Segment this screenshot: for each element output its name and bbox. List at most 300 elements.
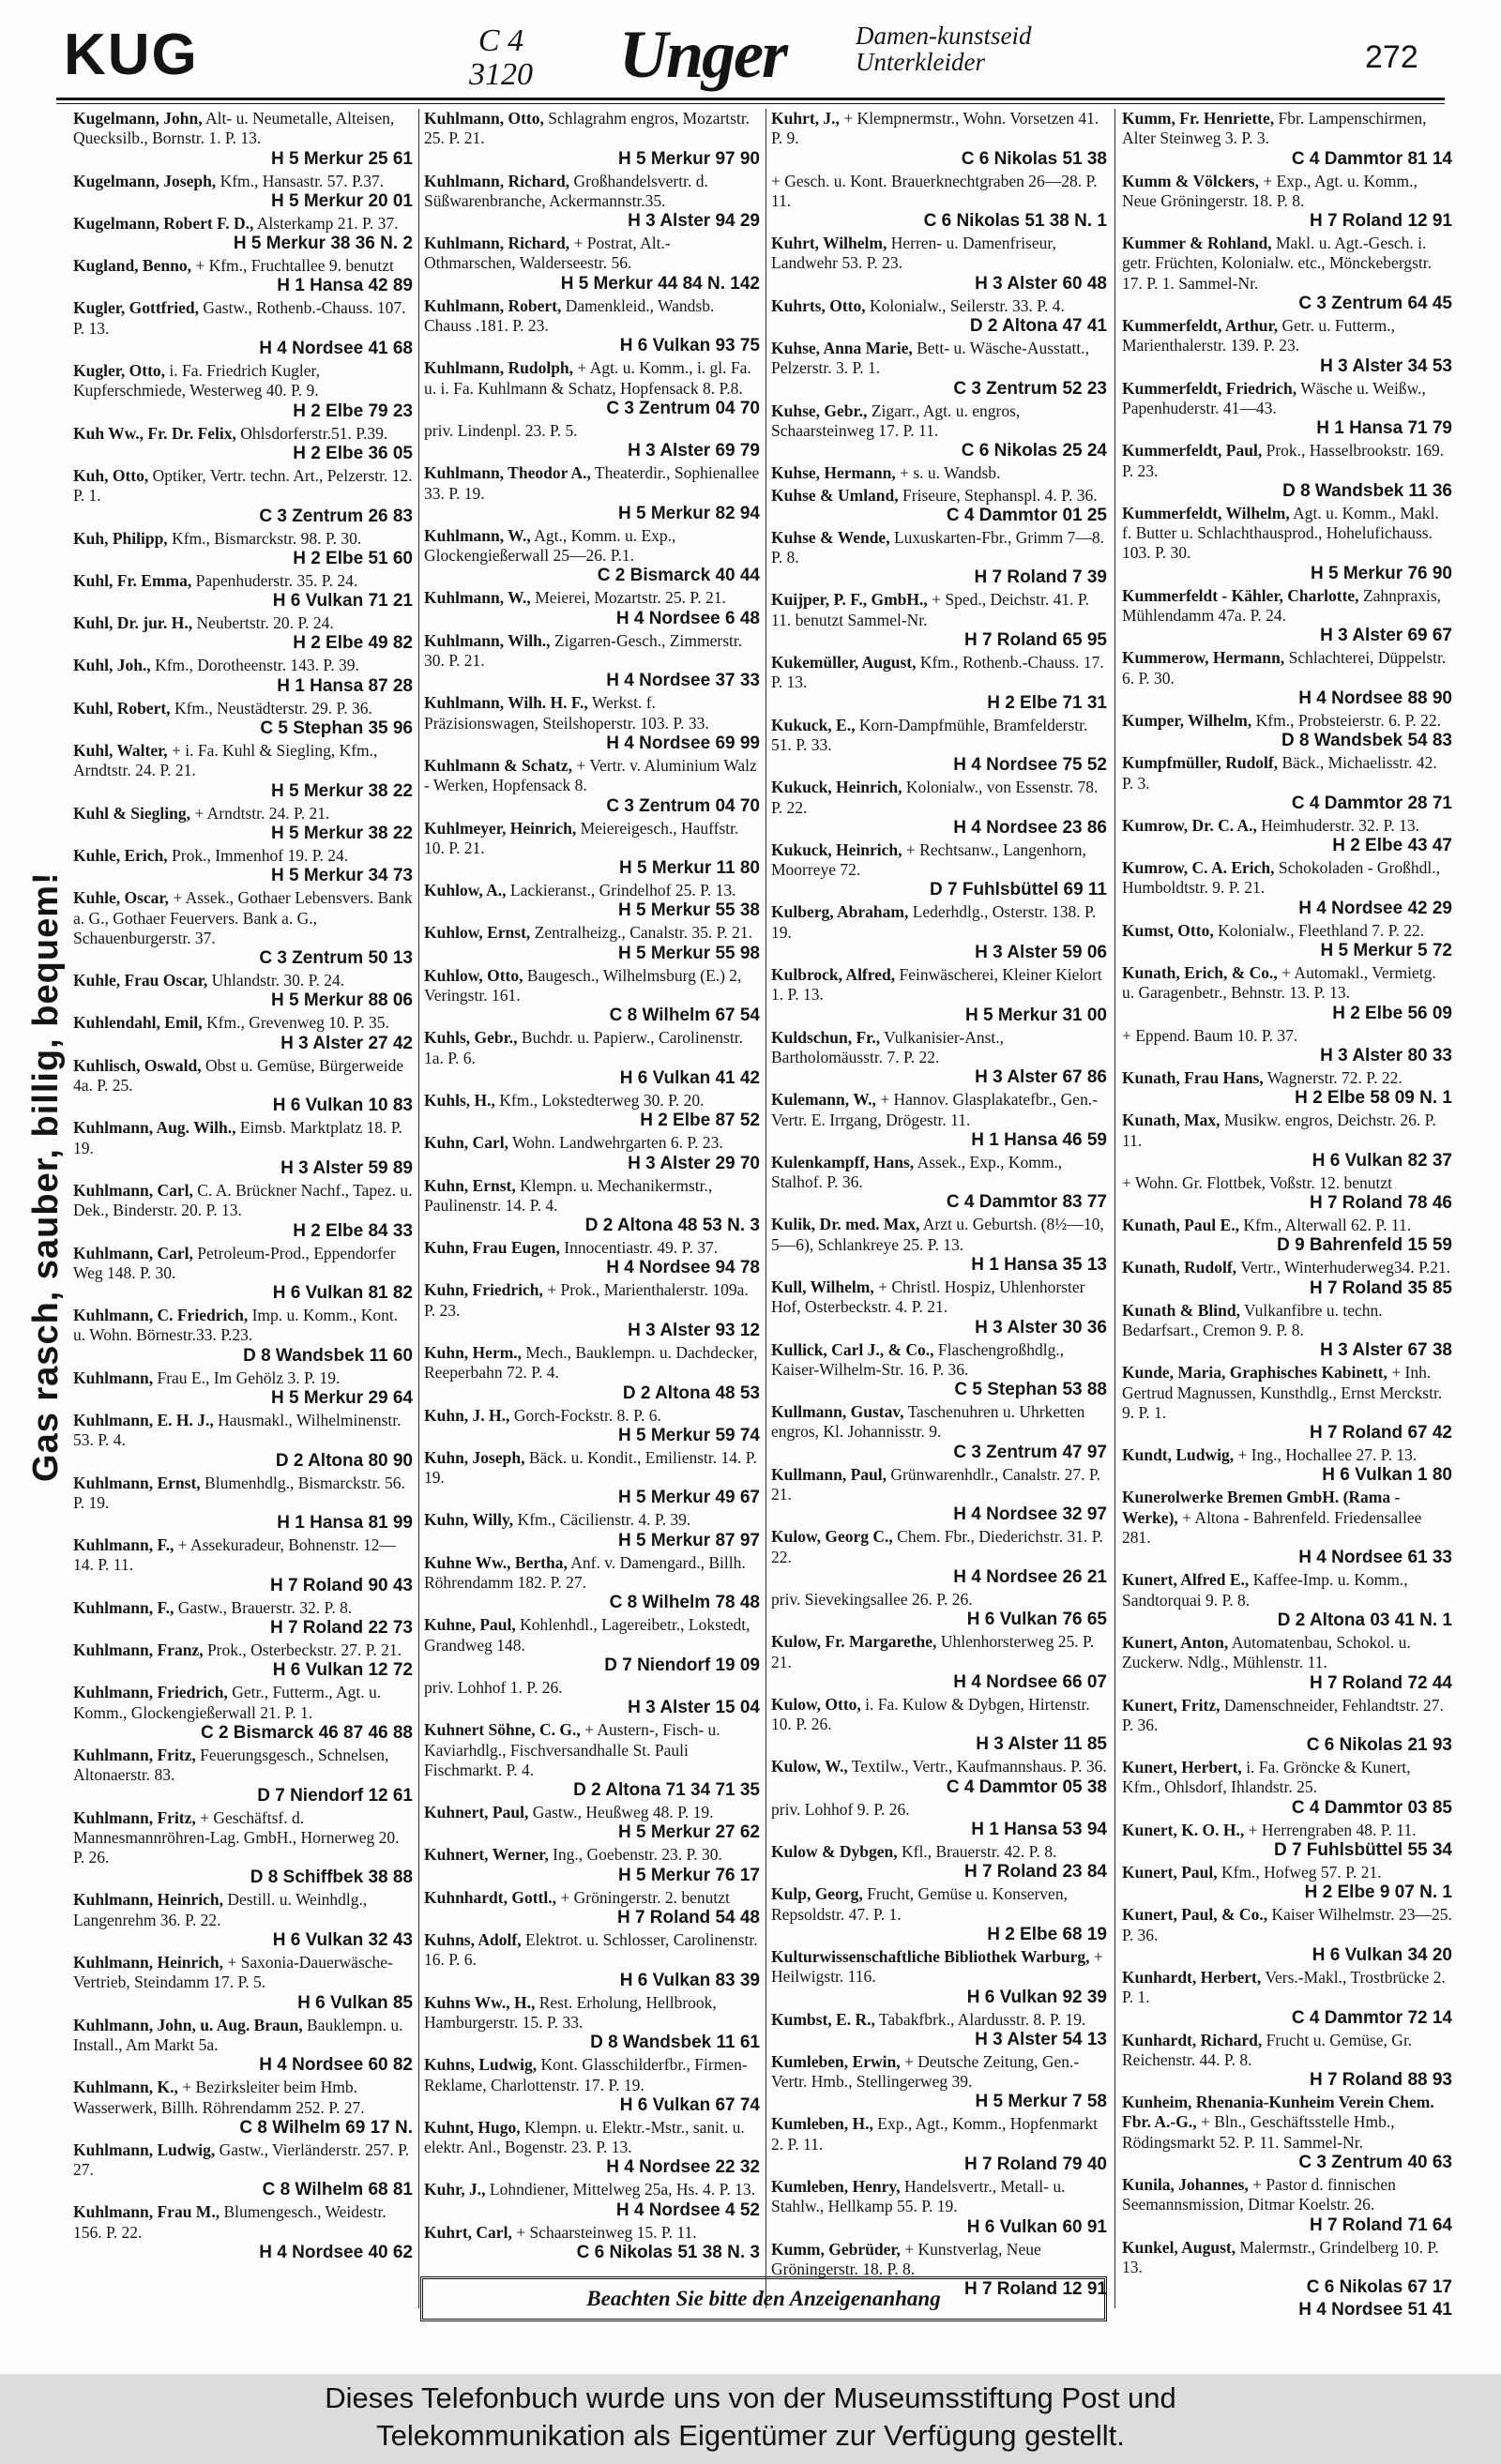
entry-details: Anf. v. Damengard., Billh. Röhrendamm 182. P. 27. bbox=[424, 1552, 746, 1593]
entry-name: Kuhlmann, Wilh., bbox=[424, 630, 551, 650]
entry-name: Kunheim, Rhenania-Kunheim Verein Chem. Fbr. A.-G., bbox=[1122, 2093, 1434, 2132]
entry-phone: H 1 Hansa 42 89 bbox=[277, 276, 413, 296]
directory-entry bbox=[771, 590, 1107, 651]
entry-details: Luxuskarten-Fbr., Grimm 7—8. P. 8. bbox=[771, 527, 1105, 567]
entry-name: Kuhlmann, E. H. J., bbox=[73, 1410, 214, 1429]
entry-phone: H 7 Roland 65 95 bbox=[963, 630, 1107, 651]
entry-phone: C 4 Dammtor 72 14 bbox=[1291, 2007, 1452, 2028]
directory-entry bbox=[424, 296, 760, 357]
entry-details: Uhlenhorsterweg 25. P. 21. bbox=[771, 1632, 1095, 1671]
directory-entry bbox=[73, 1056, 413, 1117]
entry-name: Kulow, Georg C., bbox=[771, 1527, 893, 1547]
entry-phone: H 5 Merkur 55 38 bbox=[617, 900, 760, 921]
entry-details: + Klempnermstr., Wohn. Vorsetzen 41. P. 9. bbox=[771, 109, 1099, 148]
directory-entry bbox=[73, 1181, 413, 1242]
entry-details: Bäck., Michaelisstr. 42. P. 3. bbox=[1122, 753, 1437, 793]
entry-phone: C 3 Zentrum 50 13 bbox=[259, 948, 413, 969]
entry-name: Kuhns, Adolf, bbox=[424, 1930, 522, 1950]
directory-entry bbox=[424, 1091, 760, 1131]
entry-phone: H 4 Nordsee 61 33 bbox=[1298, 1548, 1452, 1568]
entry-phone: H 2 Elbe 87 52 bbox=[640, 1111, 760, 1131]
entry-phone: C 3 Zentrum 26 83 bbox=[259, 506, 413, 526]
directory-entry bbox=[1122, 1173, 1452, 1214]
entry-phone: D 2 Altona 71 34 71 35 bbox=[573, 1780, 760, 1801]
directory-entry bbox=[73, 361, 413, 422]
directory-entry bbox=[1122, 1863, 1452, 1903]
directory-entry bbox=[1122, 1216, 1452, 1256]
directory-entry bbox=[73, 1244, 413, 1305]
directory-entry bbox=[424, 1448, 760, 1509]
directory-entry bbox=[1122, 1696, 1452, 1757]
entry-name: Kunert, Paul, & Co., bbox=[1122, 1905, 1268, 1925]
entry-details: Malermstr., Grindelberg 10. P. 13. bbox=[1122, 2237, 1439, 2276]
entry-name: Kummerfeldt, Friedrich, bbox=[1122, 378, 1297, 398]
entry-name: Kullmann, Paul, bbox=[771, 1464, 887, 1484]
entry-name: Kuhlmann, Fritz, bbox=[73, 1745, 196, 1764]
entry-details: + Altona - Bahrenfeld. Friedensallee 281. bbox=[1122, 1507, 1422, 1548]
entry-phone: H 7 Roland 35 85 bbox=[1309, 1277, 1452, 1298]
entry-details: + Herrengraben 48. P. 11. bbox=[1248, 1820, 1417, 1839]
entry-name: Kuhlmann, Frau M., bbox=[73, 2202, 220, 2222]
entry-name: Kunert, Herbert, bbox=[1122, 1758, 1242, 1777]
footer-line-1: Dieses Telefonbuch wurde uns von der Museumsstiftung Post und bbox=[325, 2381, 1176, 2414]
footer-line-2: Telekommunikation als Eigentümer zur Verfügung gestellt. bbox=[376, 2419, 1125, 2452]
directory-entry bbox=[73, 298, 413, 359]
entry-phone: C 6 Nikolas 51 38 N. 3 bbox=[576, 2243, 760, 2262]
entry-phone: C 3 Zentrum 40 63 bbox=[1298, 2153, 1452, 2172]
entry-phone: H 7 Roland 88 93 bbox=[1309, 2070, 1452, 2091]
entry-name: Kuhlmann, Robert, bbox=[424, 295, 562, 315]
entry-phone: H 6 Vulkan 1 80 bbox=[1322, 1465, 1452, 1486]
entry-details: Fbr. Lampenschirmen, Alter Steinweg 3. P. 3. bbox=[1122, 109, 1427, 148]
directory-entry bbox=[424, 1238, 760, 1278]
entry-phone: H 4 Nordsee 22 32 bbox=[606, 2157, 760, 2178]
entry-name: Kugler, Gottfried, bbox=[73, 298, 199, 318]
directory-entry bbox=[1122, 1758, 1452, 1819]
entry-name: Kukuck, Heinrich, bbox=[771, 778, 902, 797]
entry-name: Kuhle, Oscar, bbox=[73, 888, 169, 908]
entry-phone: C 6 Nikolas 51 38 bbox=[961, 148, 1107, 169]
directory-entry bbox=[424, 1028, 760, 1089]
entry-phone: H 6 Vulkan 41 42 bbox=[619, 1067, 760, 1088]
entry-details: Grünwarenhdlr., Canalstr. 27. P. 21. bbox=[771, 1464, 1100, 1504]
entry-details: Blumenhdlg., Bismarckstr. 56. P. 19. bbox=[73, 1473, 405, 1512]
directory-entry bbox=[424, 1406, 760, 1446]
entry-phone: H 5 Merkur 82 94 bbox=[617, 503, 760, 523]
directory-entry bbox=[1122, 753, 1452, 814]
entry-name: Kuhl, Joh., bbox=[73, 656, 151, 675]
entry-name: Kuhlmann, Wilh. H. F., bbox=[424, 693, 588, 713]
directory-entry bbox=[424, 923, 760, 963]
entry-phone: H 7 Roland 7 39 bbox=[974, 567, 1107, 588]
entry-name: Kummer & Rohland, bbox=[1122, 234, 1272, 253]
directory-entry bbox=[771, 2177, 1107, 2238]
directory-column-4 bbox=[1122, 109, 1452, 2320]
directory-entry bbox=[424, 1280, 760, 1341]
entry-phone: H 4 Nordsee 41 68 bbox=[259, 339, 413, 359]
directory-entry bbox=[1122, 1905, 1452, 1966]
entry-details: Eimsb. Marktplatz 18. P. 19. bbox=[73, 1118, 402, 1157]
directory-entry bbox=[771, 902, 1107, 963]
entry-details: + Christl. Hospiz, Uhlenhorster Hof, Osterbeckstr. 4. P. 21. bbox=[771, 1277, 1085, 1317]
directory-entry bbox=[424, 756, 760, 817]
entry-details: Kfm., Bismarckstr. 98. P. 30. bbox=[172, 528, 362, 548]
entry-details: i. Fa. Kulow & Dybgen, Hirtenstr. 10. P. 26. bbox=[771, 1694, 1090, 1734]
entry-details: priv. Lohhof 1. P. 26. bbox=[424, 1677, 563, 1697]
entry-name: Kullick, Carl J., & Co., bbox=[771, 1339, 934, 1359]
entry-details: Herren- u. Damenfriseur, Landwehr 53. P. 23. bbox=[771, 234, 1056, 273]
entry-phone: C 2 Bismarck 40 44 bbox=[597, 566, 760, 586]
entry-name: Kunath, Frau Hans, bbox=[1122, 1067, 1264, 1087]
directory-entry bbox=[771, 172, 1107, 233]
entry-name: Kumst, Otto, bbox=[1122, 920, 1214, 940]
directory-entry bbox=[73, 256, 413, 296]
directory-entry bbox=[73, 214, 413, 254]
directory-entry bbox=[73, 1953, 413, 2014]
entry-name: Kummerfeldt, Paul, bbox=[1122, 441, 1263, 461]
ad-code-top: C 4 bbox=[478, 23, 524, 58]
entry-phone: H 4 Nordsee 60 82 bbox=[259, 2055, 413, 2076]
entry-name: Kuhlmann, Richard, bbox=[424, 234, 570, 253]
directory-entry bbox=[424, 463, 760, 524]
directory-entry bbox=[424, 358, 760, 419]
directory-entry bbox=[1122, 1363, 1452, 1444]
entry-phone: D 8 Wandsbek 11 61 bbox=[590, 2033, 760, 2053]
entry-name: Kuhl, Robert, bbox=[73, 698, 171, 718]
directory-entry bbox=[424, 966, 760, 1027]
directory-entry bbox=[424, 1176, 760, 1237]
directory-entry bbox=[1122, 234, 1452, 314]
entry-details: priv. Lindenpl. 23. P. 5. bbox=[424, 420, 578, 440]
entry-phone: C 4 Dammtor 83 77 bbox=[946, 1192, 1107, 1213]
entry-details: + Eppend. Baum 10. P. 37. bbox=[1122, 1025, 1298, 1045]
directory-entry bbox=[771, 1215, 1107, 1276]
entry-details: + i. Fa. Kuhl & Siegling, Kfm., Arndtstr. 24. P. 21. bbox=[73, 741, 378, 780]
entry-name: Kugland, Benno, bbox=[73, 256, 191, 276]
entry-details: Petroleum-Prod., Eppendorfer Weg 148. P. 30. bbox=[73, 1243, 396, 1282]
entry-details: Prok., Osterbeckstr. 27. P. 21. bbox=[206, 1640, 402, 1660]
entry-name: Kugelmann, Robert F. D., bbox=[73, 213, 254, 233]
entry-details: + Pastor d. finnischen Seemannsmission, Ditmar Koelstr. 26. bbox=[1122, 2175, 1396, 2215]
entry-phone: H 1 Hansa 35 13 bbox=[971, 1254, 1107, 1275]
directory-entry bbox=[1122, 316, 1452, 377]
entry-details: Prok., Hasselbrookstr. 169. P. 23. bbox=[1122, 441, 1445, 480]
entry-phone: H 3 Alster 60 48 bbox=[975, 273, 1107, 294]
entry-details: Kfm., Cäcilienstr. 4. P. 39. bbox=[517, 1510, 691, 1530]
entry-details: + s. u. Wandsb. bbox=[900, 463, 1001, 483]
entry-details: + Kunstverlag, Neue Gröningerstr. 18. P. 8. bbox=[771, 2239, 1041, 2278]
directory-entry bbox=[771, 1090, 1107, 1151]
entry-details: + Rechtsanw., Langenhorn, Moorreye 72. bbox=[771, 839, 1086, 880]
entry-name: Kuhn, Carl, bbox=[424, 1133, 508, 1153]
directory-entry bbox=[1122, 921, 1452, 961]
entry-name: Kuhn, Frau Eugen, bbox=[424, 1238, 560, 1258]
entry-details: + Kfm., Fruchtallee 9. benutzt bbox=[195, 256, 394, 276]
entry-details: + Gesch. u. Kont. Brauerknechtgraben 26—28. P. 11. bbox=[771, 171, 1098, 210]
page-keyword: KUG bbox=[64, 23, 199, 87]
directory-entry bbox=[424, 2180, 760, 2220]
entry-name: Kuhnhardt, Gottl., bbox=[424, 1887, 556, 1907]
entry-details: + Vertr. v. Aluminium Walz - Werken, Hopfensack 8. bbox=[424, 755, 757, 795]
directory-entry bbox=[424, 1678, 760, 1718]
entry-details: Lohndiener, Mittelweg 25a, Hs. 4. P. 13. bbox=[489, 2180, 756, 2199]
entry-name: Kuhlmann, K., bbox=[73, 2078, 178, 2097]
entry-details: Gastw., Vierländerstr. 257. P. 27. bbox=[73, 2139, 410, 2180]
entry-phone: D 7 Niendorf 12 61 bbox=[257, 1785, 413, 1806]
entry-details: priv. Lohhof 9. P. 26. bbox=[771, 1799, 910, 1819]
directory-entry bbox=[73, 1306, 413, 1367]
entry-name: Kuhle, Erich, bbox=[73, 845, 168, 865]
entry-phone: H 3 Alster 54 13 bbox=[975, 2029, 1107, 2049]
directory-entry bbox=[1122, 963, 1452, 1024]
entry-name: Kulik, Dr. med. Max, bbox=[771, 1215, 920, 1234]
entry-name: Kuhl & Siegling, bbox=[73, 803, 190, 823]
entry-name: Kuhse, Gebr., bbox=[771, 401, 868, 420]
entry-phone: H 4 Nordsee 26 21 bbox=[953, 1566, 1107, 1587]
entry-details: Damenkleid., Wandsb. Chauss .181. P. 23. bbox=[424, 295, 715, 336]
entry-phone: C 4 Dammtor 01 25 bbox=[946, 505, 1107, 525]
directory-entry bbox=[73, 466, 413, 527]
brand-tagline-line-2: Unterkleider bbox=[856, 48, 985, 76]
entry-phone: C 6 Nikolas 51 38 N. 1 bbox=[923, 211, 1107, 232]
entry-details: Schokoladen - Großhdl., Humboldtstr. 9. P. 21. bbox=[1122, 858, 1440, 898]
directory-entry bbox=[771, 528, 1107, 589]
entry-details: + Bln., Geschäftsstelle Hmb., Rödingsmarkt 52. P. 11. Sammel-Nr. bbox=[1122, 2112, 1395, 2152]
entry-name: Kumleben, Henry, bbox=[771, 2177, 901, 2196]
entry-phone: C 5 Stephan 53 88 bbox=[954, 1380, 1107, 1400]
entry-name: Kunath, Max, bbox=[1122, 1111, 1221, 1130]
directory-entry bbox=[424, 881, 760, 921]
entry-name: Kumpfmüller, Rudolf, bbox=[1122, 753, 1279, 773]
directory-entry bbox=[771, 1028, 1107, 1089]
directory-entry bbox=[424, 1510, 760, 1550]
entry-details: Werkst. f. Präzisionswagen, Steilshoperstr. 103. P. 33. bbox=[424, 693, 709, 733]
directory-entry bbox=[771, 1153, 1107, 1214]
entry-name: Kumrow, Dr. C. A., bbox=[1122, 815, 1257, 835]
entry-details: Kfm., Alterwall 62. P. 11. bbox=[1243, 1216, 1412, 1235]
entry-phone: H 6 Vulkan 83 39 bbox=[619, 1970, 760, 1990]
entry-details: Klempn. u. Elektr.-Mstr., sanit. u. elektr. Anl., Bogenstr. 23. P. 13. bbox=[424, 2117, 745, 2157]
entry-phone: H 3 Alster 67 38 bbox=[1320, 1340, 1452, 1361]
entry-name: Kulenkampff, Hans, bbox=[771, 1152, 915, 1172]
directory-entry bbox=[771, 840, 1107, 901]
entry-phone: H 1 Hansa 71 79 bbox=[1316, 418, 1452, 439]
entry-name: Kunert, Paul, bbox=[1122, 1863, 1218, 1882]
entry-phone: H 5 Merkur 25 61 bbox=[270, 148, 413, 169]
entry-details: Feuerungsgesch., Schnelsen, Altonaerstr. 83. bbox=[73, 1745, 389, 1785]
entry-name: Kuhlmann, Carl, bbox=[73, 1243, 193, 1262]
entry-details: + Gröningerstr. 2. benutzt bbox=[560, 1887, 730, 1907]
directory-entry bbox=[771, 965, 1107, 1026]
directory-entry bbox=[424, 1888, 760, 1928]
ad-code bbox=[469, 24, 533, 92]
entry-details: Gorch-Fockstr. 8. P. 6. bbox=[513, 1405, 661, 1425]
entry-phone: C 8 Wilhelm 78 48 bbox=[609, 1593, 760, 1613]
entry-details: + Exp., Agt. u. Komm., Neue Gröningerstr. 18. P. 8. bbox=[1122, 171, 1418, 210]
directory-entry bbox=[424, 1845, 760, 1885]
directory-entry bbox=[1122, 1111, 1452, 1172]
entry-details: Kont. Glasschilderfbr., Firmen-Reklame, Charlottenstr. 17. P. 19. bbox=[424, 2055, 748, 2094]
directory-entry bbox=[73, 1808, 413, 1889]
directory-entry bbox=[771, 463, 1107, 483]
entry-phone: H 3 Alster 80 33 bbox=[1320, 1045, 1452, 1066]
entry-name: Kuhse, Anna Marie, bbox=[771, 339, 913, 358]
entry-name: Kulp, Georg, bbox=[771, 1884, 863, 1904]
entry-name: Kuhlmann, Rudolph, bbox=[424, 358, 574, 378]
entry-details: Optiker, Vertr. techn. Art., Pelzerstr. 12. P. 1. bbox=[73, 465, 413, 506]
directory-entry bbox=[1122, 109, 1452, 170]
directory-entry bbox=[73, 1474, 413, 1534]
entry-phone: H 6 Vulkan 67 74 bbox=[619, 2094, 760, 2115]
entry-name: Kuhlmann, Carl, bbox=[73, 1180, 193, 1200]
entry-phone: H 7 Roland 12 91 bbox=[963, 2279, 1107, 2300]
entry-name: Kunde, Maria, Graphisches Kabinett, bbox=[1122, 1363, 1387, 1383]
entry-details: + Deutsche Zeitung, Gen.-Vertr. Hmb., Stellingerweg 39. bbox=[771, 2051, 1080, 2092]
entry-name: Kugelmann, John, bbox=[73, 109, 203, 128]
entry-name: Kummerfeldt, Arthur, bbox=[1122, 316, 1279, 336]
entry-phone: H 4 Nordsee 94 78 bbox=[606, 1258, 760, 1278]
entry-phone: H 5 Merkur 76 17 bbox=[617, 1865, 760, 1885]
entry-name: Kuhl, Fr. Emma, bbox=[73, 570, 192, 590]
directory-entry bbox=[771, 2052, 1107, 2113]
entry-details: + Hannov. Glasplakatefbr., Gen.-Vertr. E. Irrgang, Drögestr. 11. bbox=[771, 1090, 1099, 1129]
entry-name: Kuhlmann, Aug. Wilh., bbox=[73, 1118, 236, 1138]
entry-name: Kunert, Anton, bbox=[1122, 1632, 1229, 1652]
entry-details: Kolonialw., von Essenstr. 78. P. 22. bbox=[771, 778, 1099, 817]
directory-entry bbox=[771, 1632, 1107, 1693]
entry-details: Theaterdir., Sophienallee 33. P. 19. bbox=[424, 463, 760, 503]
entry-name: Kuhlmann & Schatz, bbox=[424, 755, 573, 775]
entry-details: Damenschneider, Fehlandtstr. 27. P. 36. bbox=[1122, 1695, 1444, 1734]
directory-entry bbox=[771, 1695, 1107, 1756]
entry-name: Kuhlmann, Theodor A., bbox=[424, 463, 591, 483]
entry-details: Kaiser Wilhelmstr. 23—25. P. 36. bbox=[1122, 1905, 1452, 1944]
directory-entry bbox=[771, 1947, 1107, 2008]
directory-entry bbox=[424, 1930, 760, 1991]
entry-details: + Assek., Gothaer Lebensvers. Bank a. G., Gothaer Feuervers. Bank a. G., Schauenburgerstr. 37. bbox=[73, 888, 413, 947]
entry-details: Zahnpraxis, Mühlendamm 47a. P. 24. bbox=[1122, 585, 1442, 626]
directory-entry bbox=[1122, 648, 1452, 709]
directory-entry bbox=[1122, 172, 1452, 233]
entry-phone: H 5 Merkur 31 00 bbox=[964, 1005, 1107, 1025]
entry-phone: H 4 Nordsee 4 52 bbox=[615, 2199, 760, 2220]
directory-entry bbox=[73, 804, 413, 844]
entry-name: Kuhlmann, F., bbox=[73, 1597, 174, 1617]
directory-entry bbox=[1122, 1570, 1452, 1631]
entry-phone: C 3 Zentrum 04 70 bbox=[606, 795, 760, 816]
entry-details: Zigarr., Agt. u. engros, Schaarsteinweg 17. P. 11. bbox=[771, 401, 1021, 440]
entry-phone: H 6 Vulkan 85 bbox=[297, 1992, 413, 2013]
entry-details: Uhlandstr. 30. P. 24. bbox=[211, 971, 345, 990]
entry-name: Kuhl, Walter, bbox=[73, 741, 168, 761]
entry-phone: H 3 Alster 59 06 bbox=[975, 943, 1107, 963]
entry-name: Kullmann, Gustav, bbox=[771, 1402, 904, 1422]
directory-entry bbox=[424, 172, 760, 233]
entry-name: Kuhse & Umland, bbox=[771, 485, 899, 505]
entry-name: Kuh, Philipp, bbox=[73, 528, 168, 548]
entry-details: Klempn. u. Mechanikermstr., Paulinenstr. 14. P. 4. bbox=[424, 1175, 713, 1215]
entry-details: i. Fa. Friedrich Kugler, Kupferschmiede, Westerweg 40. P. 9. bbox=[73, 361, 321, 401]
entry-name: Kuhlmann, Fritz, bbox=[73, 1807, 196, 1827]
entry-details: Vulkanfibre u. techn. Bedarfsart., Cremon 9. P. 8. bbox=[1122, 1300, 1383, 1339]
entry-details: Kfl., Brauerstr. 42. P. 8. bbox=[902, 1842, 1057, 1862]
entry-details: Ohlsdorferstr.51. P.39. bbox=[240, 423, 388, 443]
directory-entry bbox=[424, 693, 760, 754]
entry-details: Flaschengroßhdlg., Kaiser-Wilhelm-Str. 16. P. 36. bbox=[771, 1339, 1065, 1379]
entry-name: Kummerfeldt, Wilhelm, bbox=[1122, 503, 1290, 522]
entry-name: Kulow, Otto, bbox=[771, 1694, 861, 1714]
entry-details: Papenhuderstr. 35. P. 24. bbox=[195, 570, 358, 590]
entry-details: Vertr., Winterhuderweg34. P.21. bbox=[1240, 1258, 1451, 1277]
entry-name: Kumleben, H., bbox=[771, 2114, 873, 2134]
entry-name: Kuhn, Joseph, bbox=[424, 1447, 525, 1467]
entry-details: Kolonialw., Seilerstr. 33. P. 4. bbox=[870, 295, 1065, 315]
directory-entry bbox=[424, 1803, 760, 1843]
entry-phone: H 6 Vulkan 76 65 bbox=[966, 1610, 1107, 1630]
entry-details: Lederhdlg., Osterstr. 138. P. 19. bbox=[771, 902, 1097, 942]
directory-entry bbox=[771, 486, 1107, 526]
entry-details: Meiereigesch., Hauffstr. 10. P. 21. bbox=[424, 818, 739, 857]
directory-entry bbox=[771, 653, 1107, 714]
entry-phone: C 4 Dammtor 28 71 bbox=[1291, 793, 1452, 813]
entry-name: Kuhlmann, Franz, bbox=[73, 1640, 204, 1660]
entry-name: Kuhr, J., bbox=[424, 2180, 486, 2199]
entry-details: Korn-Dampfmühle, Bramfelderstr. 51. P. 33. bbox=[771, 715, 1088, 754]
entry-phone: H 2 Elbe 56 09 bbox=[1332, 1003, 1452, 1023]
entry-phone: H 5 Merkur 88 06 bbox=[270, 990, 413, 1011]
directory-entry bbox=[1122, 2031, 1452, 2092]
entry-details: Kaffee-Imp. u. Komm., Sandtorquai 9. P. 8. bbox=[1122, 1570, 1408, 1610]
entry-details: Ing., Goebenstr. 23. P. 30. bbox=[553, 1845, 722, 1865]
entry-phone: H 3 Alster 29 70 bbox=[628, 1153, 760, 1173]
entry-details: Assek., Exp., Komm., Stalhof. P. 36. bbox=[771, 1152, 1063, 1192]
directory-entry bbox=[73, 1013, 413, 1053]
entry-phone: H 2 Elbe 68 19 bbox=[987, 1924, 1107, 1944]
entry-name: Kumleben, Erwin, bbox=[771, 2051, 901, 2071]
directory-entry bbox=[424, 588, 760, 628]
entry-phone: H 2 Elbe 79 23 bbox=[293, 401, 413, 421]
directory-entry bbox=[424, 234, 760, 295]
entry-name: Kulemann, W., bbox=[771, 1090, 876, 1110]
entry-name: Kugler, Otto, bbox=[73, 361, 166, 381]
entry-name: Kukuck, E., bbox=[771, 715, 856, 734]
entry-phone: H 3 Alster 34 53 bbox=[1320, 355, 1452, 376]
entry-phone: H 4 Nordsee 66 07 bbox=[953, 1671, 1107, 1692]
entry-details: Textilw., Vertr., Kaufmannshaus. P. 36. bbox=[851, 1757, 1107, 1776]
entry-name: Kuhrt, Carl, bbox=[424, 2222, 512, 2242]
entry-phone: H 5 Merkur 97 90 bbox=[617, 148, 760, 169]
directory-entry bbox=[771, 296, 1107, 337]
entry-phone: H 2 Elbe 51 60 bbox=[293, 548, 413, 568]
entry-phone: C 8 Wilhelm 67 54 bbox=[609, 1005, 760, 1026]
entry-name: Kuhle, Frau Oscar, bbox=[73, 971, 208, 990]
entry-phone: C 5 Stephan 35 96 bbox=[260, 718, 413, 739]
entry-details: Vers.-Makl., Trostbrücke 2. P. 1. bbox=[1122, 1967, 1446, 2007]
entry-details: Kfm., Hofweg 57. P. 21. bbox=[1221, 1863, 1382, 1882]
entry-phone: H 4 Nordsee 23 86 bbox=[953, 817, 1107, 838]
entry-phone: H 6 Vulkan 60 91 bbox=[966, 2216, 1107, 2237]
entry-details: Alsterkamp 21. P. 37. bbox=[256, 213, 399, 233]
directory-entry bbox=[771, 1340, 1107, 1401]
directory-entry bbox=[771, 1800, 1107, 1840]
entry-phone: H 7 Roland 54 48 bbox=[616, 1908, 760, 1928]
entry-name: Kumm & Völckers, bbox=[1122, 171, 1259, 190]
entry-name: Kulturwissenschaftliche Bibliothek Warburg, bbox=[771, 1946, 1090, 1966]
directory-entry bbox=[771, 1884, 1107, 1945]
entry-phone: H 2 Elbe 49 82 bbox=[293, 633, 413, 654]
entry-phone: H 5 Merkur 38 36 N. 2 bbox=[233, 234, 413, 254]
directory-entry bbox=[73, 424, 413, 464]
